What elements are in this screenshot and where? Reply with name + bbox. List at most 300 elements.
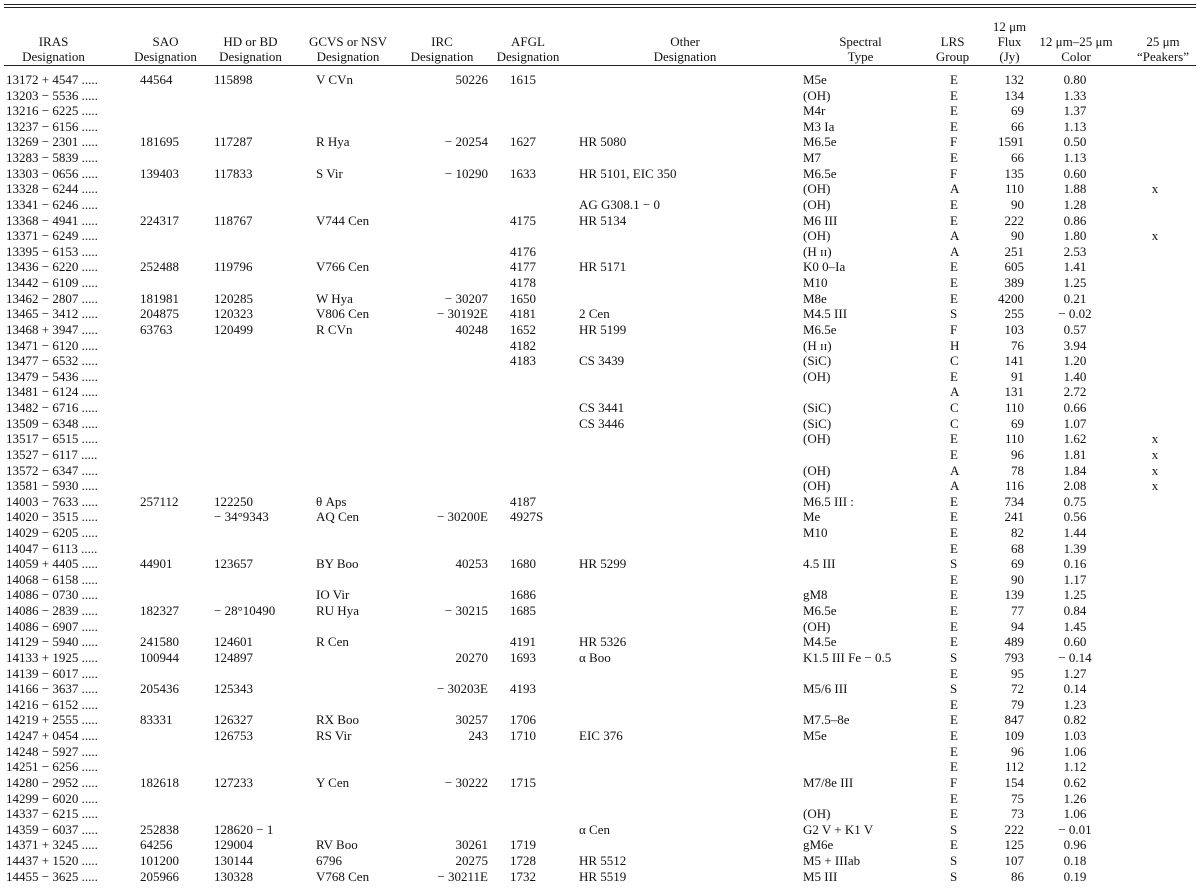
- flux-cell: 389: [1004, 275, 1024, 291]
- sao-cell: 139403: [140, 165, 179, 181]
- spectral-type-cell: M4r: [803, 103, 826, 119]
- hd-cell: 126327: [214, 712, 253, 728]
- color-cell: − 0.14: [1058, 649, 1092, 665]
- color-cell: 3.94: [1063, 337, 1087, 353]
- iras-cell: 13471 − 6120 .....: [6, 337, 98, 353]
- iras-cell: 13237 − 6156 .....: [6, 118, 98, 134]
- iras-cell: 13481 − 6124 .....: [6, 384, 98, 400]
- table-row: [0, 634, 1200, 650]
- color-cell: 1.03: [1063, 728, 1087, 744]
- table-row: [0, 369, 1200, 385]
- table-row: [0, 197, 1200, 213]
- header-sao: SAO Designation: [134, 34, 197, 64]
- color-cell: 1.33: [1063, 87, 1087, 103]
- iras-cell: 14133 + 1925 .....: [6, 649, 98, 665]
- flux-cell: 112: [1004, 759, 1024, 775]
- iras-cell: 13465 − 3412 .....: [6, 306, 98, 322]
- peaker-mark: x: [1151, 462, 1159, 478]
- lrs-group-cell: E: [950, 696, 958, 712]
- color-cell: 0.14: [1063, 681, 1087, 697]
- flux-cell: 78: [1011, 462, 1024, 478]
- table-row: [0, 228, 1200, 244]
- other-designation-cell: EIC 376: [579, 728, 623, 744]
- table-row: [0, 322, 1200, 338]
- color-cell: 1.25: [1063, 275, 1087, 291]
- lrs-group-cell: E: [950, 806, 958, 822]
- flux-cell: 847: [1004, 712, 1024, 728]
- table-row: [0, 88, 1200, 104]
- color-cell: 1.40: [1063, 368, 1087, 384]
- header-spectral: Spectral Type: [839, 34, 882, 64]
- color-cell: 1.06: [1063, 743, 1087, 759]
- iras-cell: 14299 − 6020 .....: [6, 790, 98, 806]
- table-row: [0, 759, 1200, 775]
- gcvs-cell: IO Vir: [316, 587, 350, 603]
- afgl-cell: 1728: [510, 853, 536, 868]
- table-row: [0, 744, 1200, 760]
- flux-cell: 76: [1011, 337, 1024, 353]
- iras-cell: 14248 − 5927 .....: [6, 743, 98, 759]
- spectral-type-cell: (OH): [803, 478, 831, 494]
- flux-cell: 154: [1004, 774, 1024, 790]
- lrs-group-cell: E: [950, 446, 958, 462]
- irc-cell: − 30200E: [436, 509, 488, 525]
- iras-cell: 13371 − 6249 .....: [6, 228, 98, 244]
- color-cell: 1.44: [1063, 524, 1087, 540]
- flux-cell: 116: [1004, 478, 1024, 494]
- header-lrs: LRS Group: [935, 34, 970, 64]
- flux-cell: 125: [1004, 837, 1024, 853]
- sao-cell: 182327: [140, 603, 179, 619]
- gcvs-cell: BY Boo: [316, 556, 359, 572]
- lrs-group-cell: E: [950, 196, 958, 212]
- spectral-type-cell: (OH): [803, 87, 831, 103]
- hd-cell: 125343: [214, 681, 253, 697]
- table-row: [0, 650, 1200, 666]
- lrs-group-cell: S: [950, 868, 958, 884]
- table-row: [0, 416, 1200, 432]
- table-row: [0, 103, 1200, 119]
- lrs-group-cell: A: [950, 243, 960, 259]
- other-designation-cell: α Cen: [579, 821, 611, 837]
- other-designation-cell: HR 5101, EIC 350: [579, 165, 677, 181]
- flux-cell: 96: [1011, 743, 1024, 759]
- iras-cell: 13509 − 6348 .....: [6, 415, 98, 431]
- lrs-group-cell: S: [950, 556, 958, 572]
- afgl-cell: 4181: [510, 306, 536, 322]
- lrs-group-cell: C: [950, 400, 959, 416]
- hd-cell: 117833: [214, 165, 253, 181]
- table-row: [0, 181, 1200, 197]
- other-designation-cell: 2 Cen: [579, 306, 610, 322]
- irc-cell: 30261: [455, 837, 488, 853]
- flux-cell: 94: [1011, 618, 1024, 634]
- spectral-type-cell: Me: [803, 509, 821, 525]
- iras-cell: 14068 − 6158 .....: [6, 571, 98, 587]
- lrs-group-cell: A: [950, 228, 960, 244]
- sao-cell: 241580: [140, 634, 179, 650]
- flux-cell: 86: [1011, 868, 1024, 884]
- hd-cell: − 28°10490: [214, 603, 276, 619]
- afgl-cell: 4193: [510, 681, 536, 697]
- gcvs-cell: S Vir: [316, 165, 343, 181]
- iras-cell: 13468 + 3947 .....: [6, 321, 98, 337]
- sao-cell: 100944: [140, 649, 179, 665]
- flux-cell: 96: [1011, 446, 1024, 462]
- table-row: [0, 463, 1200, 479]
- table-row: [0, 275, 1200, 291]
- iras-cell: 13368 − 4941 .....: [6, 212, 98, 228]
- flux-cell: 251: [1004, 243, 1024, 259]
- color-cell: 2.08: [1063, 478, 1087, 494]
- lrs-group-cell: E: [950, 290, 958, 306]
- color-cell: 1.80: [1063, 228, 1087, 244]
- iras-cell: 14359 − 6037 .....: [6, 821, 98, 837]
- afgl-cell: 1732: [510, 868, 536, 884]
- afgl-cell: 4182: [510, 337, 536, 353]
- iras-cell: 14086 − 0730 .....: [6, 587, 98, 603]
- iras-cell: 13395 − 6153 .....: [6, 243, 98, 259]
- spectral-type-cell: G2 V + K1 V: [803, 821, 874, 837]
- flux-cell: 91: [1011, 368, 1024, 384]
- table-row: [0, 213, 1200, 229]
- irc-cell: 50226: [455, 72, 488, 87]
- color-cell: 1.41: [1063, 259, 1087, 275]
- flux-cell: 134: [1004, 87, 1024, 103]
- spectral-type-cell: M6.5e: [803, 134, 837, 150]
- afgl-cell: 4176: [510, 243, 536, 259]
- other-designation-cell: HR 5512: [579, 853, 627, 868]
- other-designation-cell: HR 5326: [579, 634, 627, 650]
- gcvs-cell: V768 Cen: [316, 868, 370, 884]
- lrs-group-cell: E: [950, 634, 958, 650]
- flux-cell: 68: [1011, 540, 1024, 556]
- header-irc: IRC Designation: [410, 34, 474, 64]
- color-cell: 1.62: [1063, 431, 1087, 447]
- header-peakers: 25 μm “Peakers”: [1137, 34, 1189, 64]
- iras-cell: 14086 − 6907 .....: [6, 618, 98, 634]
- iras-cell: 14029 − 6205 .....: [6, 524, 98, 540]
- lrs-group-cell: E: [950, 212, 958, 228]
- sao-cell: 204875: [140, 306, 179, 322]
- other-designation-cell: HR 5199: [579, 321, 627, 337]
- afgl-cell: 1706: [510, 712, 536, 728]
- top-rule-double: [4, 7, 1196, 8]
- spectral-type-cell: M4.5e: [803, 634, 837, 650]
- other-designation-cell: HR 5299: [579, 556, 627, 572]
- lrs-group-cell: E: [950, 493, 958, 509]
- hd-cell: 117287: [214, 134, 253, 150]
- lrs-group-cell: E: [950, 728, 958, 744]
- hd-cell: 120323: [214, 306, 253, 322]
- spectral-type-cell: M8e: [803, 290, 827, 306]
- color-cell: 0.96: [1063, 837, 1087, 853]
- flux-cell: 605: [1004, 259, 1024, 275]
- flux-cell: 734: [1004, 493, 1024, 509]
- afgl-cell: 1650: [510, 290, 536, 306]
- color-cell: 1.13: [1063, 118, 1087, 134]
- sao-cell: 252838: [140, 821, 179, 837]
- spectral-type-cell: gM8: [803, 587, 828, 603]
- iras-cell: 13436 − 6220 .....: [6, 259, 98, 275]
- flux-cell: 90: [1011, 228, 1024, 244]
- afgl-cell: 1680: [510, 556, 536, 572]
- irc-cell: 40253: [455, 556, 488, 572]
- lrs-group-cell: E: [950, 259, 958, 275]
- table-row: [0, 525, 1200, 541]
- flux-cell: 77: [1011, 603, 1024, 619]
- table-row: [0, 572, 1200, 588]
- gcvs-cell: RU Hya: [316, 603, 359, 619]
- irc-cell: − 30215: [444, 603, 488, 619]
- afgl-cell: 1715: [510, 774, 536, 790]
- hd-cell: 124897: [214, 649, 253, 665]
- iras-cell: 13203 − 5536 .....: [6, 87, 98, 103]
- lrs-group-cell: S: [950, 681, 958, 697]
- flux-cell: 222: [1004, 821, 1024, 837]
- irc-cell: − 20254: [444, 134, 488, 150]
- iras-cell: 14166 − 3637 .....: [6, 681, 98, 697]
- afgl-cell: 1633: [510, 165, 536, 181]
- hd-cell: 126753: [214, 728, 253, 744]
- afgl-cell: 4175: [510, 212, 536, 228]
- flux-cell: 109: [1004, 728, 1024, 744]
- spectral-type-cell: (OH): [803, 181, 831, 197]
- lrs-group-cell: E: [950, 790, 958, 806]
- peaker-mark: x: [1151, 431, 1159, 447]
- spectral-type-cell: (OH): [803, 228, 831, 244]
- flux-cell: 1591: [998, 134, 1024, 150]
- header-color: 12 μm–25 μm Color: [1039, 34, 1113, 64]
- sao-cell: 252488: [140, 259, 179, 275]
- gcvs-cell: V806 Cen: [316, 306, 370, 322]
- iras-cell: 13572 − 6347 .....: [6, 462, 98, 478]
- table-row: [0, 603, 1200, 619]
- color-cell: − 0.02: [1058, 306, 1092, 322]
- sao-cell: 205436: [140, 681, 179, 697]
- table-row: [0, 775, 1200, 791]
- flux-cell: 75: [1011, 790, 1024, 806]
- iras-cell: 14371 + 3245 .....: [6, 837, 98, 853]
- color-cell: 1.39: [1063, 540, 1087, 556]
- irc-cell: 243: [468, 728, 488, 744]
- color-cell: 1.23: [1063, 696, 1087, 712]
- color-cell: 0.80: [1063, 72, 1087, 87]
- table-row: [0, 400, 1200, 416]
- lrs-group-cell: E: [950, 712, 958, 728]
- table-row: [0, 134, 1200, 150]
- flux-cell: 135: [1004, 165, 1024, 181]
- table-row: [0, 259, 1200, 275]
- color-cell: 0.57: [1063, 321, 1087, 337]
- lrs-group-cell: F: [950, 321, 958, 337]
- color-cell: 1.88: [1063, 181, 1087, 197]
- gcvs-cell: 6796: [316, 853, 342, 868]
- lrs-group-cell: E: [950, 118, 958, 134]
- other-designation-cell: HR 5080: [579, 134, 627, 150]
- iras-cell: 14251 − 6256 .....: [6, 759, 98, 775]
- color-cell: 0.56: [1063, 509, 1087, 525]
- iras-cell: 14139 − 6017 .....: [6, 665, 98, 681]
- hd-cell: 127233: [214, 774, 253, 790]
- iras-cell: 14337 − 6215 .....: [6, 806, 98, 822]
- header-iras: IRAS Designation: [22, 34, 85, 64]
- gcvs-cell: W Hya: [316, 290, 353, 306]
- lrs-group-cell: H: [950, 337, 960, 353]
- lrs-group-cell: A: [950, 478, 960, 494]
- lrs-group-cell: E: [950, 150, 958, 166]
- table-row: [0, 822, 1200, 838]
- sao-cell: 83331: [140, 712, 173, 728]
- afgl-cell: 4191: [510, 634, 536, 650]
- lrs-group-cell: F: [950, 134, 958, 150]
- iras-cell: 13477 − 6532 .....: [6, 353, 98, 369]
- color-cell: 1.26: [1063, 790, 1087, 806]
- sao-cell: 101200: [140, 853, 179, 868]
- sao-cell: 257112: [140, 493, 179, 509]
- spectral-type-cell: (SiC): [803, 400, 832, 416]
- iras-cell: 13216 − 6225 .....: [6, 103, 98, 119]
- iras-cell: 14059 + 4405 .....: [6, 556, 98, 572]
- flux-cell: 489: [1004, 634, 1024, 650]
- other-designation-cell: CS 3439: [579, 353, 625, 369]
- color-cell: 0.62: [1063, 774, 1087, 790]
- table-row: [0, 541, 1200, 557]
- lrs-group-cell: E: [950, 275, 958, 291]
- table-row: [0, 119, 1200, 135]
- flux-cell: 79: [1011, 696, 1024, 712]
- lrs-group-cell: E: [950, 587, 958, 603]
- hd-cell: 128620 − 1: [214, 821, 274, 837]
- table-row: [0, 244, 1200, 260]
- spectral-type-cell: M5/6 III: [803, 681, 848, 697]
- sao-cell: 44901: [140, 556, 173, 572]
- lrs-group-cell: C: [950, 353, 959, 369]
- lrs-group-cell: E: [950, 665, 958, 681]
- spectral-type-cell: M7.5–8e: [803, 712, 850, 728]
- lrs-group-cell: E: [950, 540, 958, 556]
- other-designation-cell: CS 3441: [579, 400, 625, 416]
- afgl-cell: 1693: [510, 649, 536, 665]
- gcvs-cell: Y Cen: [316, 774, 350, 790]
- flux-cell: 69: [1011, 556, 1024, 572]
- other-designation-cell: CS 3446: [579, 415, 625, 431]
- gcvs-cell: RS Vir: [316, 728, 352, 744]
- afgl-cell: 4177: [510, 259, 536, 275]
- hd-cell: 129004: [214, 837, 253, 853]
- sao-cell: 181981: [140, 290, 179, 306]
- flux-cell: 69: [1011, 103, 1024, 119]
- table-row: [0, 166, 1200, 182]
- other-designation-cell: AG G308.1 − 0: [579, 196, 660, 212]
- gcvs-cell: R Cen: [316, 634, 349, 650]
- color-cell: 2.72: [1063, 384, 1087, 400]
- irc-cell: 40248: [455, 321, 488, 337]
- lrs-group-cell: A: [950, 181, 960, 197]
- irc-cell: − 30192E: [436, 306, 488, 322]
- other-designation-cell: HR 5519: [579, 868, 627, 884]
- spectral-type-cell: (OH): [803, 368, 831, 384]
- spectral-type-cell: 4.5 III: [803, 556, 836, 572]
- sao-cell: 205966: [140, 868, 179, 884]
- table-row: [0, 869, 1200, 885]
- hd-cell: 118767: [214, 212, 253, 228]
- gcvs-cell: RV Boo: [316, 837, 358, 853]
- flux-cell: 90: [1011, 571, 1024, 587]
- lrs-group-cell: S: [950, 306, 958, 322]
- iras-cell: 14280 − 2952 .....: [6, 774, 98, 790]
- hd-cell: − 34°9343: [214, 509, 269, 525]
- iras-cell: 13172 + 4547 .....: [6, 72, 98, 87]
- iras-cell: 13581 − 5930 .....: [6, 478, 98, 494]
- table-row: [0, 306, 1200, 322]
- spectral-type-cell: M5 + IIIab: [803, 853, 861, 868]
- irc-cell: 20270: [455, 649, 488, 665]
- table-row: [0, 353, 1200, 369]
- hd-cell: 120499: [214, 321, 253, 337]
- flux-cell: 66: [1011, 118, 1024, 134]
- hd-cell: 120285: [214, 290, 253, 306]
- afgl-cell: 1685: [510, 603, 536, 619]
- color-cell: 0.86: [1063, 212, 1087, 228]
- spectral-type-cell: M7: [803, 150, 822, 166]
- iras-cell: 14219 + 2555 .....: [6, 712, 98, 728]
- gcvs-cell: R Hya: [316, 134, 350, 150]
- irc-cell: − 30222: [444, 774, 488, 790]
- afgl-cell: 1652: [510, 321, 536, 337]
- table-row: [0, 587, 1200, 603]
- lrs-group-cell: A: [950, 384, 960, 400]
- gcvs-cell: V744 Cen: [316, 212, 370, 228]
- spectral-type-cell: M5 III: [803, 868, 838, 884]
- table-row: [0, 509, 1200, 525]
- color-cell: 1.37: [1063, 103, 1087, 119]
- spectral-type-cell: M6 III: [803, 212, 838, 228]
- color-cell: 0.18: [1063, 853, 1087, 868]
- gcvs-cell: R CVn: [316, 321, 353, 337]
- table-row: [0, 619, 1200, 635]
- hd-cell: 115898: [214, 72, 253, 87]
- lrs-group-cell: S: [950, 649, 958, 665]
- iras-cell: 14216 − 6152 .....: [6, 696, 98, 712]
- afgl-cell: 4187: [510, 493, 536, 509]
- flux-cell: 107: [1004, 853, 1024, 868]
- iras-cell: 13283 − 5839 .....: [6, 150, 98, 166]
- color-cell: 1.20: [1063, 353, 1087, 369]
- table-row: [0, 291, 1200, 307]
- hd-cell: 130328: [214, 868, 253, 884]
- iras-cell: 13479 − 5436 .....: [6, 368, 98, 384]
- flux-cell: 90: [1011, 196, 1024, 212]
- header-afgl: AFGL Designation: [496, 34, 560, 64]
- peaker-mark: x: [1151, 478, 1159, 494]
- color-cell: 0.16: [1063, 556, 1087, 572]
- hd-cell: 130144: [214, 853, 253, 868]
- table-row: [0, 72, 1200, 88]
- color-cell: 1.81: [1063, 446, 1087, 462]
- spectral-type-cell: (OH): [803, 462, 831, 478]
- table-row: [0, 697, 1200, 713]
- spectral-type-cell: M6.5e: [803, 165, 837, 181]
- spectral-type-cell: M6.5e: [803, 321, 837, 337]
- flux-cell: 139: [1004, 587, 1024, 603]
- afgl-cell: 1615: [510, 72, 536, 87]
- spectral-type-cell: (H ɪɪ): [803, 243, 832, 259]
- sao-cell: 182618: [140, 774, 179, 790]
- flux-cell: 132: [1004, 72, 1024, 87]
- color-cell: 1.07: [1063, 415, 1087, 431]
- table-row: [0, 681, 1200, 697]
